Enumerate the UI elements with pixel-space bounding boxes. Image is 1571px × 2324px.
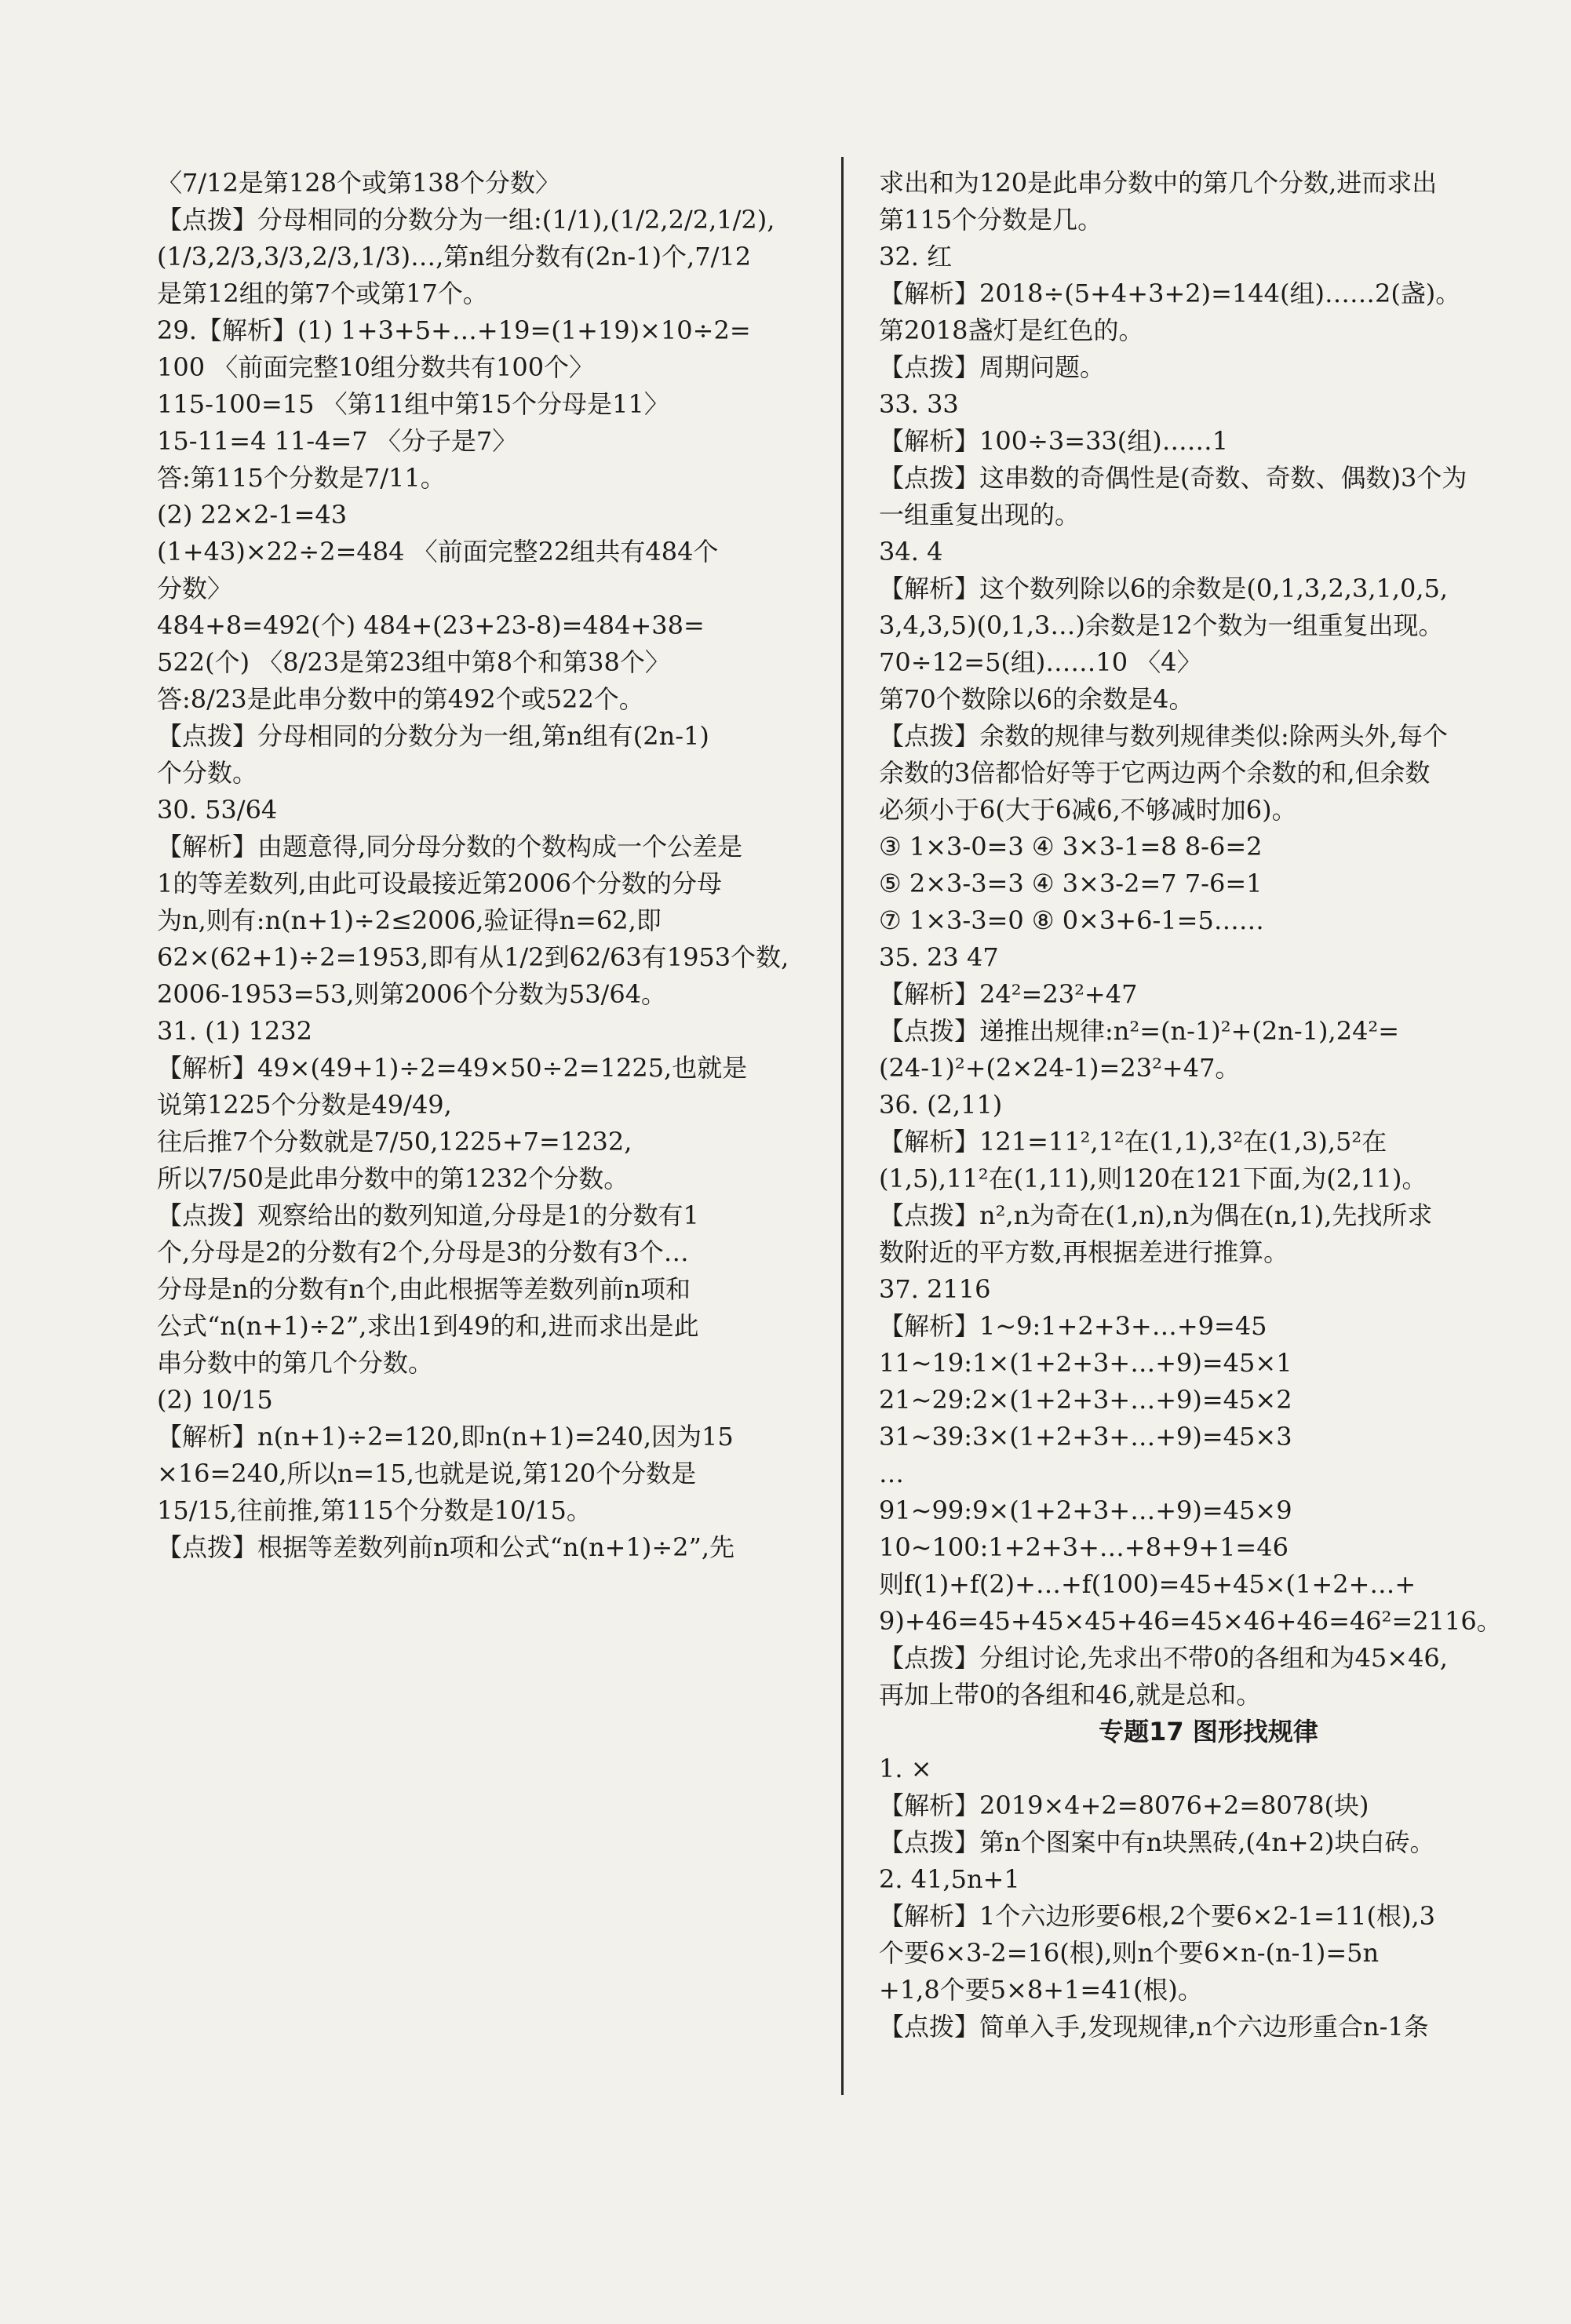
text-line: (1/3,2/3,3/3,2/3,1/3)…,第n组分数有(2n-1)个,7/12 [157,242,752,271]
text-line: ⑤ 2×3-3=3 ④ 3×3-2=7 7-6=1 [879,869,1263,898]
text-line: 37. 2116 [879,1274,991,1304]
text-line: 31. (1) 1232 [157,1016,312,1046]
text-line: 【点拨】分母相同的分数分为一组:(1/1),(1/2,2/2,1/2), [157,205,775,235]
text-line: 再加上带0的各组和46,就是总和。 [879,1680,1262,1710]
text-line: 1. × [879,1754,932,1783]
text-line: 522(个) 〈8/23是第23组中第8个和第38个〉 [157,647,670,677]
text-line: 是第12组的第7个或第17个。 [157,279,488,308]
text-line: +1,8个要5×8+1=41(根)。 [879,1975,1203,2005]
text-line: 36. (2,11) [879,1090,1003,1120]
text-line: … [879,1459,904,1488]
text-line: 9)+46=45+45×45+46=45×46+46=46²=2116。 [879,1606,1502,1636]
text-line: 2. 41,5n+1 [879,1864,1020,1894]
text-line: 【解析】24²=23²+47 [879,979,1138,1009]
text-line: 34. 4 [879,537,943,566]
text-line: 公式“n(n+1)÷2”,求出1到49的和,进而求出是此 [157,1311,699,1341]
text-line: 31~39:3×(1+2+3+…+9)=45×3 [879,1422,1292,1452]
section-heading: 专题17 图形找规律 [1099,1717,1318,1747]
text-line: ×16=240,所以n=15,也就是说,第120个分数是 [157,1459,697,1488]
text-line: 2006-1953=53,则第2006个分数为53/64。 [157,979,667,1009]
text-line: 求出和为120是此串分数中的第几个分数,进而求出 [879,168,1438,198]
text-line: 个要6×3-2=16(根),则n个要6×n-(n-1)=5n [879,1938,1380,1968]
text-line: 串分数中的第几个分数。 [157,1348,434,1378]
text-line: 答:8/23是此串分数中的第492个或522个。 [157,684,644,714]
text-line: 【解析】49×(49+1)÷2=49×50÷2=1225,也就是 [157,1053,748,1083]
text-line: 35. 23 47 [879,942,999,972]
text-line: 余数的3倍都恰好等于它两边两个余数的和,但余数 [879,758,1431,788]
right-column [879,165,1538,2045]
text-line: 【解析】由题意得,同分母分数的个数构成一个公差是 [157,832,743,861]
text-line: 【解析】2019×4+2=8076+2=8078(块) [879,1790,1369,1820]
text-line: 21~29:2×(1+2+3+…+9)=45×2 [879,1385,1292,1415]
text-line: (2) 10/15 [157,1385,273,1415]
text-line: 说第1225个分数是49/49, [157,1090,452,1120]
text-line: 〈7/12是第128个或第138个分数〉 [157,168,561,198]
text-line: 分数〉 [157,574,233,603]
text-line: 29.【解析】(1) 1+3+5+…+19=(1+19)×10÷2= [157,315,751,345]
text-line: 【解析】100÷3=33(组)……1 [879,426,1229,456]
text-line: 为n,则有:n(n+1)÷2≤2006,验证得n=62,即 [157,905,662,935]
text-line: 【解析】2018÷(5+4+3+2)=144(组)……2(盏)。 [879,279,1461,308]
text-line: 【点拨】观察给出的数列知道,分母是1的分数有1 [157,1200,699,1230]
text-line: (2) 22×2-1=43 [157,500,348,530]
text-line: ③ 1×3-0=3 ④ 3×3-1=8 8-6=2 [879,832,1263,861]
text-line: (1,5),11²在(1,11),则120在121下面,为(2,11)。 [879,1164,1427,1193]
text-line: 【解析】这个数列除以6的余数是(0,1,3,2,3,1,0,5, [879,574,1449,603]
text-line: 【解析】121=11²,1²在(1,1),3²在(1,3),5²在 [879,1127,1387,1157]
text-line: 个分数。 [157,758,258,788]
text-line: 【点拨】根据等差数列前n项和公式“n(n+1)÷2”,先 [157,1532,735,1562]
text-line: 10~100:1+2+3+…+8+9+1=46 [879,1532,1289,1562]
text-line: 70÷12=5(组)……10 〈4〉 [879,647,1202,677]
text-line: 15/15,往前推,第115个分数是10/15。 [157,1495,592,1525]
text-line: 62×(62+1)÷2=1953,即有从1/2到62/63有1953个数, [157,942,789,972]
text-line: 100 〈前面完整10组分数共有100个〉 [157,352,595,382]
text-line: 33. 33 [879,389,959,419]
column-divider [841,157,844,2095]
text-line: 数附近的平方数,再根据差进行推算。 [879,1237,1289,1267]
text-line: 115-100=15 〈第11组中第15个分母是11〉 [157,389,669,419]
text-line: 一组重复出现的。 [879,500,1081,530]
text-line: 【点拨】分母相同的分数分为一组,第n组有(2n-1) [157,721,709,751]
text-line: 15-11=4 11-4=7 〈分子是7〉 [157,426,518,456]
text-line: 第2018盏灯是红色的。 [879,315,1144,345]
text-line: 第115个分数是几。 [879,205,1103,235]
text-line: 11~19:1×(1+2+3+…+9)=45×1 [879,1348,1292,1378]
text-line: 【解析】1个六边形要6根,2个要6×2-1=11(根),3 [879,1901,1435,1931]
text-line: 分母是n的分数有n个,由此根据等差数列前n项和 [157,1274,691,1304]
text-line: 3,4,3,5)(0,1,3…)余数是12个数为一组重复出现。 [879,610,1444,640]
text-line: 【点拨】简单入手,发现规律,n个六边形重合n-1条 [879,2012,1429,2042]
text-line: 【解析】n(n+1)÷2=120,即n(n+1)=240,因为15 [157,1422,734,1452]
text-line: 【点拨】第n个图案中有n块黑砖,(4n+2)块白砖。 [879,1827,1435,1857]
text-line: 【解析】1~9:1+2+3+…+9=45 [879,1311,1267,1341]
text-line: 往后推7个分数就是7/50,1225+7=1232, [157,1127,632,1157]
text-line: 则f(1)+f(2)+…+f(100)=45+45×(1+2+…+ [879,1569,1416,1599]
text-line: 【点拨】分组讨论,先求出不带0的各组和为45×46, [879,1643,1448,1673]
text-line: 【点拨】n²,n为奇在(1,n),n为偶在(n,1),先找所求 [879,1200,1433,1230]
text-line: 30. 53/64 [157,795,278,825]
text-line: 【点拨】递推出规律:n²=(n-1)²+(2n-1),24²= [879,1016,1400,1046]
text-line: 32. 红 [879,242,953,271]
text-line: 答:第115个分数是7/11。 [157,463,446,493]
text-line: (24-1)²+(2×24-1)=23²+47。 [879,1053,1241,1083]
text-line: 必须小于6(大于6减6,不够减时加6)。 [879,795,1297,825]
text-line: 所以7/50是此串分数中的第1232个分数。 [157,1164,629,1193]
text-line: 【点拨】余数的规律与数列规律类似:除两头外,每个 [879,721,1448,751]
text-line: 1的等差数列,由此可设最接近第2006个分数的分母 [157,869,722,898]
text-line: 【点拨】周期问题。 [879,352,1106,382]
text-line: (1+43)×22÷2=484 〈前面完整22组共有484个 [157,537,719,566]
text-line: 91~99:9×(1+2+3+…+9)=45×9 [879,1495,1292,1525]
text-line: 【点拨】这串数的奇偶性是(奇数、奇数、偶数)3个为 [879,463,1467,493]
text-line: 第70个数除以6的余数是4。 [879,684,1194,714]
text-line: ⑦ 1×3-3=0 ⑧ 0×3+6-1=5…… [879,905,1264,935]
text-line: 个,分母是2的分数有2个,分母是3的分数有3个… [157,1237,689,1267]
left-column [157,165,816,1566]
text-line: 484+8=492(个) 484+(23+23-8)=484+38= [157,610,705,640]
